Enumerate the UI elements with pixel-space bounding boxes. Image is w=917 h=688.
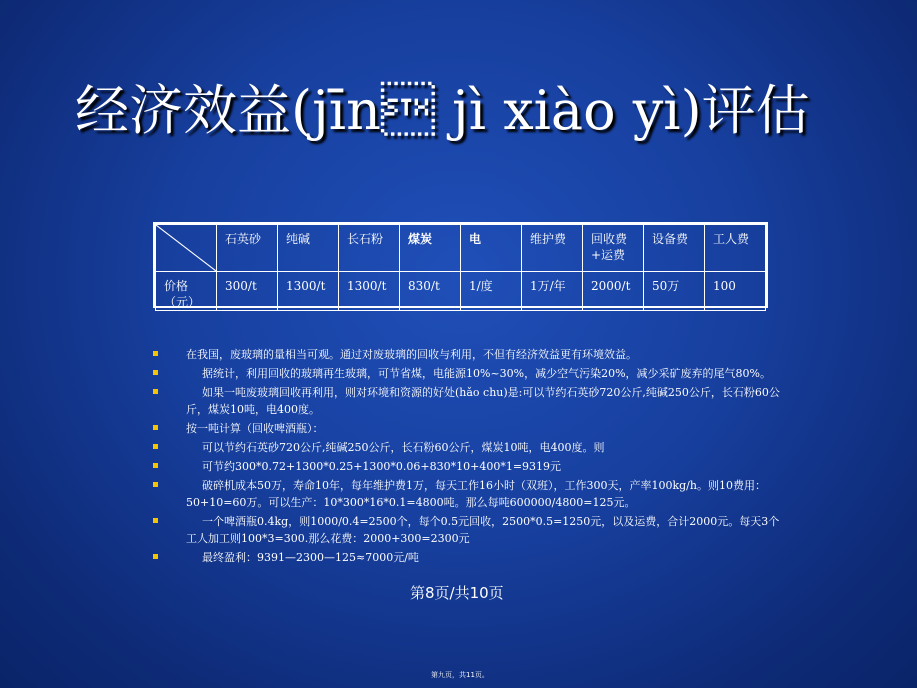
header-cell: 电 [461,225,522,272]
list-item: 最终盈利：9391—2300—125≈7000元/吨 [150,549,780,566]
header-cell: 回收费+运费 [583,225,644,272]
bullet-square-icon [153,518,158,523]
value-cell: 1300/t [278,272,339,311]
list-item: 可以节约石英砂720公斤,纯碱250公斤，长石粉60公斤，煤炭10吨，电400度。则 [150,439,780,456]
header-cell: 石英砂 [217,225,278,272]
list-item: 据统计，利用回收的玻璃再生玻璃，可节省煤，电能源10%~30%，减少空气污染20%，减少采矿废弃的尾气80%。 [150,365,780,382]
table-corner-cell [156,225,217,272]
value-cell: 830/t [400,272,461,311]
bullet-square-icon [153,482,158,487]
bullet-square-icon [153,351,158,356]
value-cell: 50万 [644,272,705,311]
header-cell: 长石粉 [339,225,400,272]
value-cell: 100 [705,272,766,311]
value-cell: 2000/t [583,272,644,311]
header-cell: 维护费 [522,225,583,272]
header-cell: 设备费 [644,225,705,272]
list-item: 一个啤酒瓶0.4kg，则1000/0.4=2500个，每个0.5元回收，2500*0.5=1250元，以及运费，合计2000元。每天3个工人加工则100*3=300.那么花费：2000+300=2300元 [150,513,780,547]
value-cell: 1万/年 [522,272,583,311]
table-header-row [156,225,766,272]
page-indicator: 第8页/共10页 [410,584,504,602]
bullet-square-icon [153,389,158,394]
bullet-square-icon [153,463,158,468]
header-cell: 纯碱 [278,225,339,272]
bullet-square-icon [153,554,158,559]
bullet-square-icon [153,425,158,430]
row-label-cell: 价格（元） [156,272,217,311]
value-cell: 300/t [217,272,278,311]
footer-page-note: 第九页，共11页。 [431,671,489,679]
bullet-list [150,346,780,568]
header-cell: 工人费 [705,225,766,272]
diagonal-line-icon [156,225,216,271]
header-cell: 煤炭 [400,225,461,272]
price-table [153,222,768,308]
list-item: 可节约300*0.72+1300*0.25+1300*0.06+830*10+400*1=9319元 [150,458,780,475]
list-item: 破碎机成本50万，寿命10年，每年维护费1万，每天工作16小时（双班），工作300天，产率100kg/h。则10费用：50+10=60万。可以生产：10*300*16*0.1=4800吨。那么每吨600000/4800=125元。 [150,477,780,511]
list-item: 按一吨计算（回收啤酒瓶）： [150,420,780,437]
list-item: 在我国，废玻璃的量相当可观。通过对废玻璃的回收与利用，不但有经济效益更有环境效益。 [150,346,780,363]
bullet-square-icon [153,444,158,449]
value-cell: 1/度 [461,272,522,311]
value-cell: 1300/t [339,272,400,311]
list-item: 如果一吨废玻璃回收再利用，则对环境和资源的好处(hǎo chu)是:可以节约石英砂720公斤,纯碱250公斤，长石粉60公斤，煤炭10吨，电400度。 [150,384,780,418]
bullet-square-icon [153,370,158,375]
slide-title: 经济效益(jīn jì xiào yì)评估 [75,79,810,142]
table-price-row [156,272,766,311]
